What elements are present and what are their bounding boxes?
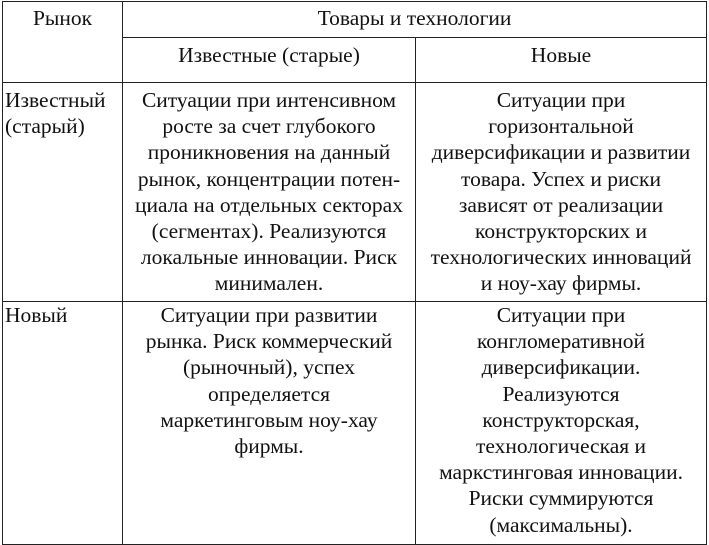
cell-text-line: и ноу-хау фирмы. bbox=[480, 271, 642, 296]
cell-text-line: минимален. bbox=[214, 271, 324, 296]
cell-text-line: определяется bbox=[208, 381, 330, 406]
table-row-known-market bbox=[3, 83, 707, 302]
strategy-matrix-table bbox=[2, 1, 707, 545]
cell-known-market-new-goods bbox=[416, 83, 707, 302]
cell-text-line: Реализуются bbox=[502, 381, 620, 406]
cell-text-line: циала на отдельных секторах bbox=[135, 192, 403, 217]
cell-text-line: росте за счет глубокого bbox=[162, 114, 376, 139]
cell-text-line: Ситуации при интенсивном bbox=[141, 88, 397, 112]
row-label-line: (старый) bbox=[5, 114, 85, 139]
cell-text-line: маркетинговым ноу-хау bbox=[160, 407, 378, 432]
header-known-old: Известные (старые) bbox=[123, 38, 416, 83]
cell-text-line: технологических инноваций bbox=[430, 245, 692, 270]
cell-text-line: фирмы. bbox=[234, 434, 304, 459]
cell-text-line: диверсификации и развитии bbox=[431, 140, 691, 165]
cell-text-line: (рыночный), успех bbox=[182, 355, 356, 380]
cell-text-line: технологическая и bbox=[475, 434, 647, 459]
cell-text-line: конгломеративной bbox=[476, 329, 646, 354]
cell-text-line: маркстинговая инновации. bbox=[439, 460, 683, 485]
header-row-top bbox=[3, 2, 707, 38]
header-new: Новые bbox=[416, 38, 707, 83]
cell-text-line: рынка. Риск коммерческий bbox=[145, 329, 393, 354]
cell-text-line: зависят от реализации bbox=[458, 192, 664, 217]
cell-text-line: локальные инновации. Риск bbox=[140, 245, 398, 270]
row-label-line: Новый bbox=[5, 303, 68, 327]
cell-text-line: товара. Успех и риски bbox=[460, 166, 662, 191]
cell-text-line: Ситуации при развитии bbox=[160, 303, 378, 327]
cell-text-line: (максимальны). bbox=[489, 512, 633, 537]
cell-known-market-old-goods bbox=[123, 83, 416, 302]
cell-text-line: (сегментах). Реализуются bbox=[151, 219, 387, 244]
row-label-new-market bbox=[3, 302, 123, 545]
row-label-known-market bbox=[3, 83, 123, 302]
cell-text-line: конструкторских и bbox=[475, 219, 647, 244]
cell-text-line: конструкторская, bbox=[482, 407, 640, 432]
cell-text-line: горизонтальной bbox=[488, 114, 634, 139]
header-market: Рынок bbox=[3, 2, 123, 83]
row-label-line: Известный bbox=[5, 88, 106, 112]
cell-text-line: рынок, концентрации потен- bbox=[137, 166, 401, 191]
cell-text-line: проникновения на данный bbox=[147, 140, 391, 165]
table-row-new-market bbox=[3, 302, 707, 545]
cell-new-market-old-goods bbox=[123, 302, 416, 545]
header-goods-technologies: Товары и технологии bbox=[123, 2, 707, 38]
cell-text-line: диверсификации. bbox=[481, 355, 641, 380]
cell-text-line: Риски суммируются bbox=[468, 486, 654, 511]
cell-text-line: Ситуации при bbox=[496, 303, 626, 327]
cell-text-line: Ситуации при bbox=[496, 88, 626, 112]
cell-new-market-new-goods bbox=[416, 302, 707, 545]
